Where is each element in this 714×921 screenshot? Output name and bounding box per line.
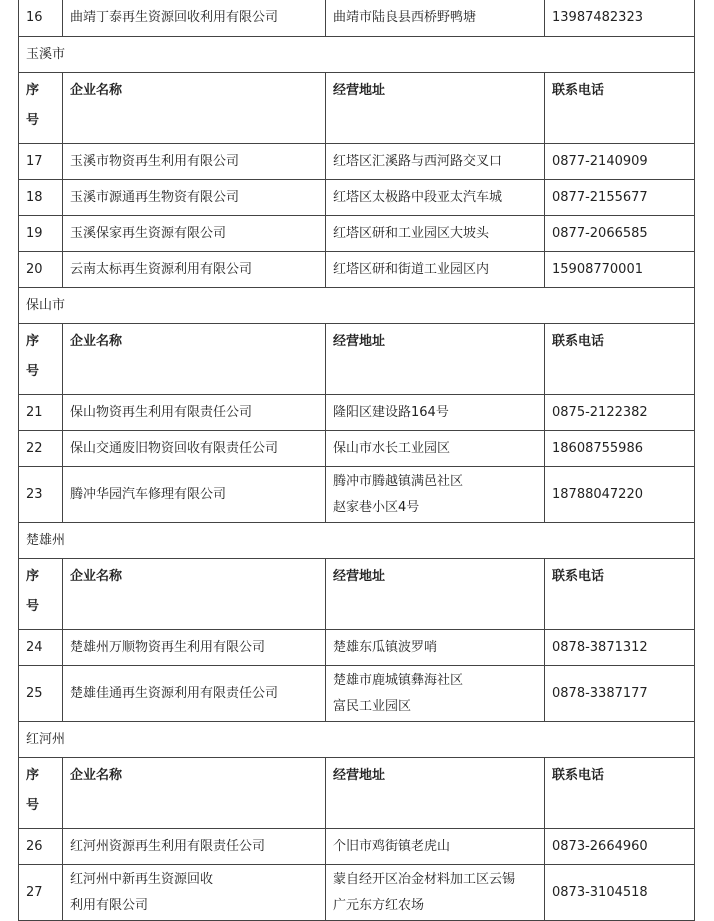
table-row [19, 0, 695, 37]
address-line-1: 蒙自经开区冶金材料加工区云锡 [333, 871, 516, 887]
row-number: 17 [19, 144, 63, 180]
header-phone: 联系电话 [545, 559, 695, 630]
header-phone: 联系电话 [545, 324, 695, 395]
company-address: 红塔区太极路中段亚太汽车城 [326, 180, 545, 216]
section-city-name: 楚雄州 [19, 523, 695, 559]
table-row [19, 829, 695, 865]
company-phone: 18788047220 [545, 467, 695, 523]
header-number [19, 758, 63, 829]
company-address: 红塔区研和工业园区大坡头 [326, 216, 545, 252]
company-address [326, 467, 545, 523]
header-number-line2: 号 [26, 798, 40, 813]
company-name: 玉溪保家再生资源有限公司 [63, 216, 326, 252]
table-row [19, 216, 695, 252]
company-address: 红塔区汇溪路与西河路交叉口 [326, 144, 545, 180]
row-number: 22 [19, 431, 63, 467]
header-number-line1: 序 [26, 334, 40, 349]
company-name: 腾冲华园汽车修理有限公司 [63, 467, 326, 523]
header-address: 经营地址 [326, 73, 545, 144]
header-number-line2: 号 [26, 364, 40, 379]
section-city-row [19, 37, 695, 73]
company-name: 保山交通废旧物资回收有限责任公司 [63, 431, 326, 467]
table-row [19, 180, 695, 216]
company-name: 楚雄州万顺物资再生利用有限公司 [63, 630, 326, 666]
company-phone: 0878-3871312 [545, 630, 695, 666]
table-row [19, 431, 695, 467]
company-phone: 13987482323 [545, 0, 695, 37]
company-name [63, 865, 326, 921]
company-address: 个旧市鸡街镇老虎山 [326, 829, 545, 865]
header-name: 企业名称 [63, 73, 326, 144]
table-header-row [19, 758, 695, 829]
company-phone: 18608755986 [545, 431, 695, 467]
header-number-line1: 序 [26, 83, 40, 98]
row-number: 26 [19, 829, 63, 865]
table-row [19, 395, 695, 431]
company-address [326, 865, 545, 921]
header-name: 企业名称 [63, 758, 326, 829]
table-row [19, 630, 695, 666]
header-phone: 联系电话 [545, 758, 695, 829]
company-phone: 0877-2155677 [545, 180, 695, 216]
row-number: 21 [19, 395, 63, 431]
row-number: 20 [19, 252, 63, 288]
table-header-row [19, 73, 695, 144]
header-address: 经营地址 [326, 559, 545, 630]
company-phone: 15908770001 [545, 252, 695, 288]
row-number: 23 [19, 467, 63, 523]
address-line-2: 广元东方红农场 [333, 897, 425, 913]
section-city-row [19, 523, 695, 559]
company-phone: 0877-2140909 [545, 144, 695, 180]
address-line-1: 腾冲市腾越镇满邑社区 [333, 473, 464, 489]
name-line-1: 红河州中新再生资源回收 [70, 871, 214, 887]
name-line-2: 利用有限公司 [70, 897, 149, 913]
header-address: 经营地址 [326, 758, 545, 829]
section-city-name: 保山市 [19, 288, 695, 324]
company-name: 玉溪市源通再生物资有限公司 [63, 180, 326, 216]
section-city-row [19, 288, 695, 324]
header-number-line2: 号 [26, 599, 40, 614]
company-name: 曲靖丁泰再生资源回收利用有限公司 [63, 0, 326, 37]
address-line-1: 楚雄市鹿城镇彝海社区 [333, 672, 464, 688]
section-city-name: 玉溪市 [19, 37, 695, 73]
section-city-row [19, 722, 695, 758]
company-name: 云南太标再生资源利用有限公司 [63, 252, 326, 288]
company-phone: 0878-3387177 [545, 666, 695, 722]
row-number: 27 [19, 865, 63, 921]
table-row [19, 666, 695, 722]
header-name: 企业名称 [63, 559, 326, 630]
header-number [19, 324, 63, 395]
company-address: 曲靖市陆良县西桥野鸭塘 [326, 0, 545, 37]
company-address: 保山市水长工业园区 [326, 431, 545, 467]
company-name: 玉溪市物资再生利用有限公司 [63, 144, 326, 180]
row-number: 25 [19, 666, 63, 722]
company-name: 红河州资源再生利用有限责任公司 [63, 829, 326, 865]
header-number-line2: 号 [26, 113, 40, 128]
company-phone: 0875-2122382 [545, 395, 695, 431]
header-number-line1: 序 [26, 768, 40, 783]
row-number: 18 [19, 180, 63, 216]
company-phone: 0873-3104518 [545, 865, 695, 921]
address-line-2: 赵家巷小区4号 [333, 499, 420, 515]
recycling-company-table [18, 0, 695, 921]
company-name: 楚雄佳通再生资源利用有限责任公司 [63, 666, 326, 722]
header-phone: 联系电话 [545, 73, 695, 144]
company-phone: 0873-2664960 [545, 829, 695, 865]
company-address: 红塔区研和街道工业园区内 [326, 252, 545, 288]
company-phone: 0877-2066585 [545, 216, 695, 252]
company-address: 隆阳区建设路164号 [326, 395, 545, 431]
company-address: 楚雄东瓜镇波罗哨 [326, 630, 545, 666]
row-number: 24 [19, 630, 63, 666]
row-number: 16 [19, 0, 63, 37]
header-address: 经营地址 [326, 324, 545, 395]
table-row [19, 252, 695, 288]
table-header-row [19, 559, 695, 630]
table-row [19, 467, 695, 523]
header-number [19, 559, 63, 630]
row-number: 19 [19, 216, 63, 252]
section-city-name: 红河州 [19, 722, 695, 758]
company-name: 保山物资再生利用有限责任公司 [63, 395, 326, 431]
header-number [19, 73, 63, 144]
table-header-row [19, 324, 695, 395]
address-line-2: 富民工业园区 [333, 698, 412, 714]
table-row [19, 144, 695, 180]
header-number-line1: 序 [26, 569, 40, 584]
header-name: 企业名称 [63, 324, 326, 395]
company-address [326, 666, 545, 722]
table-row [19, 865, 695, 921]
